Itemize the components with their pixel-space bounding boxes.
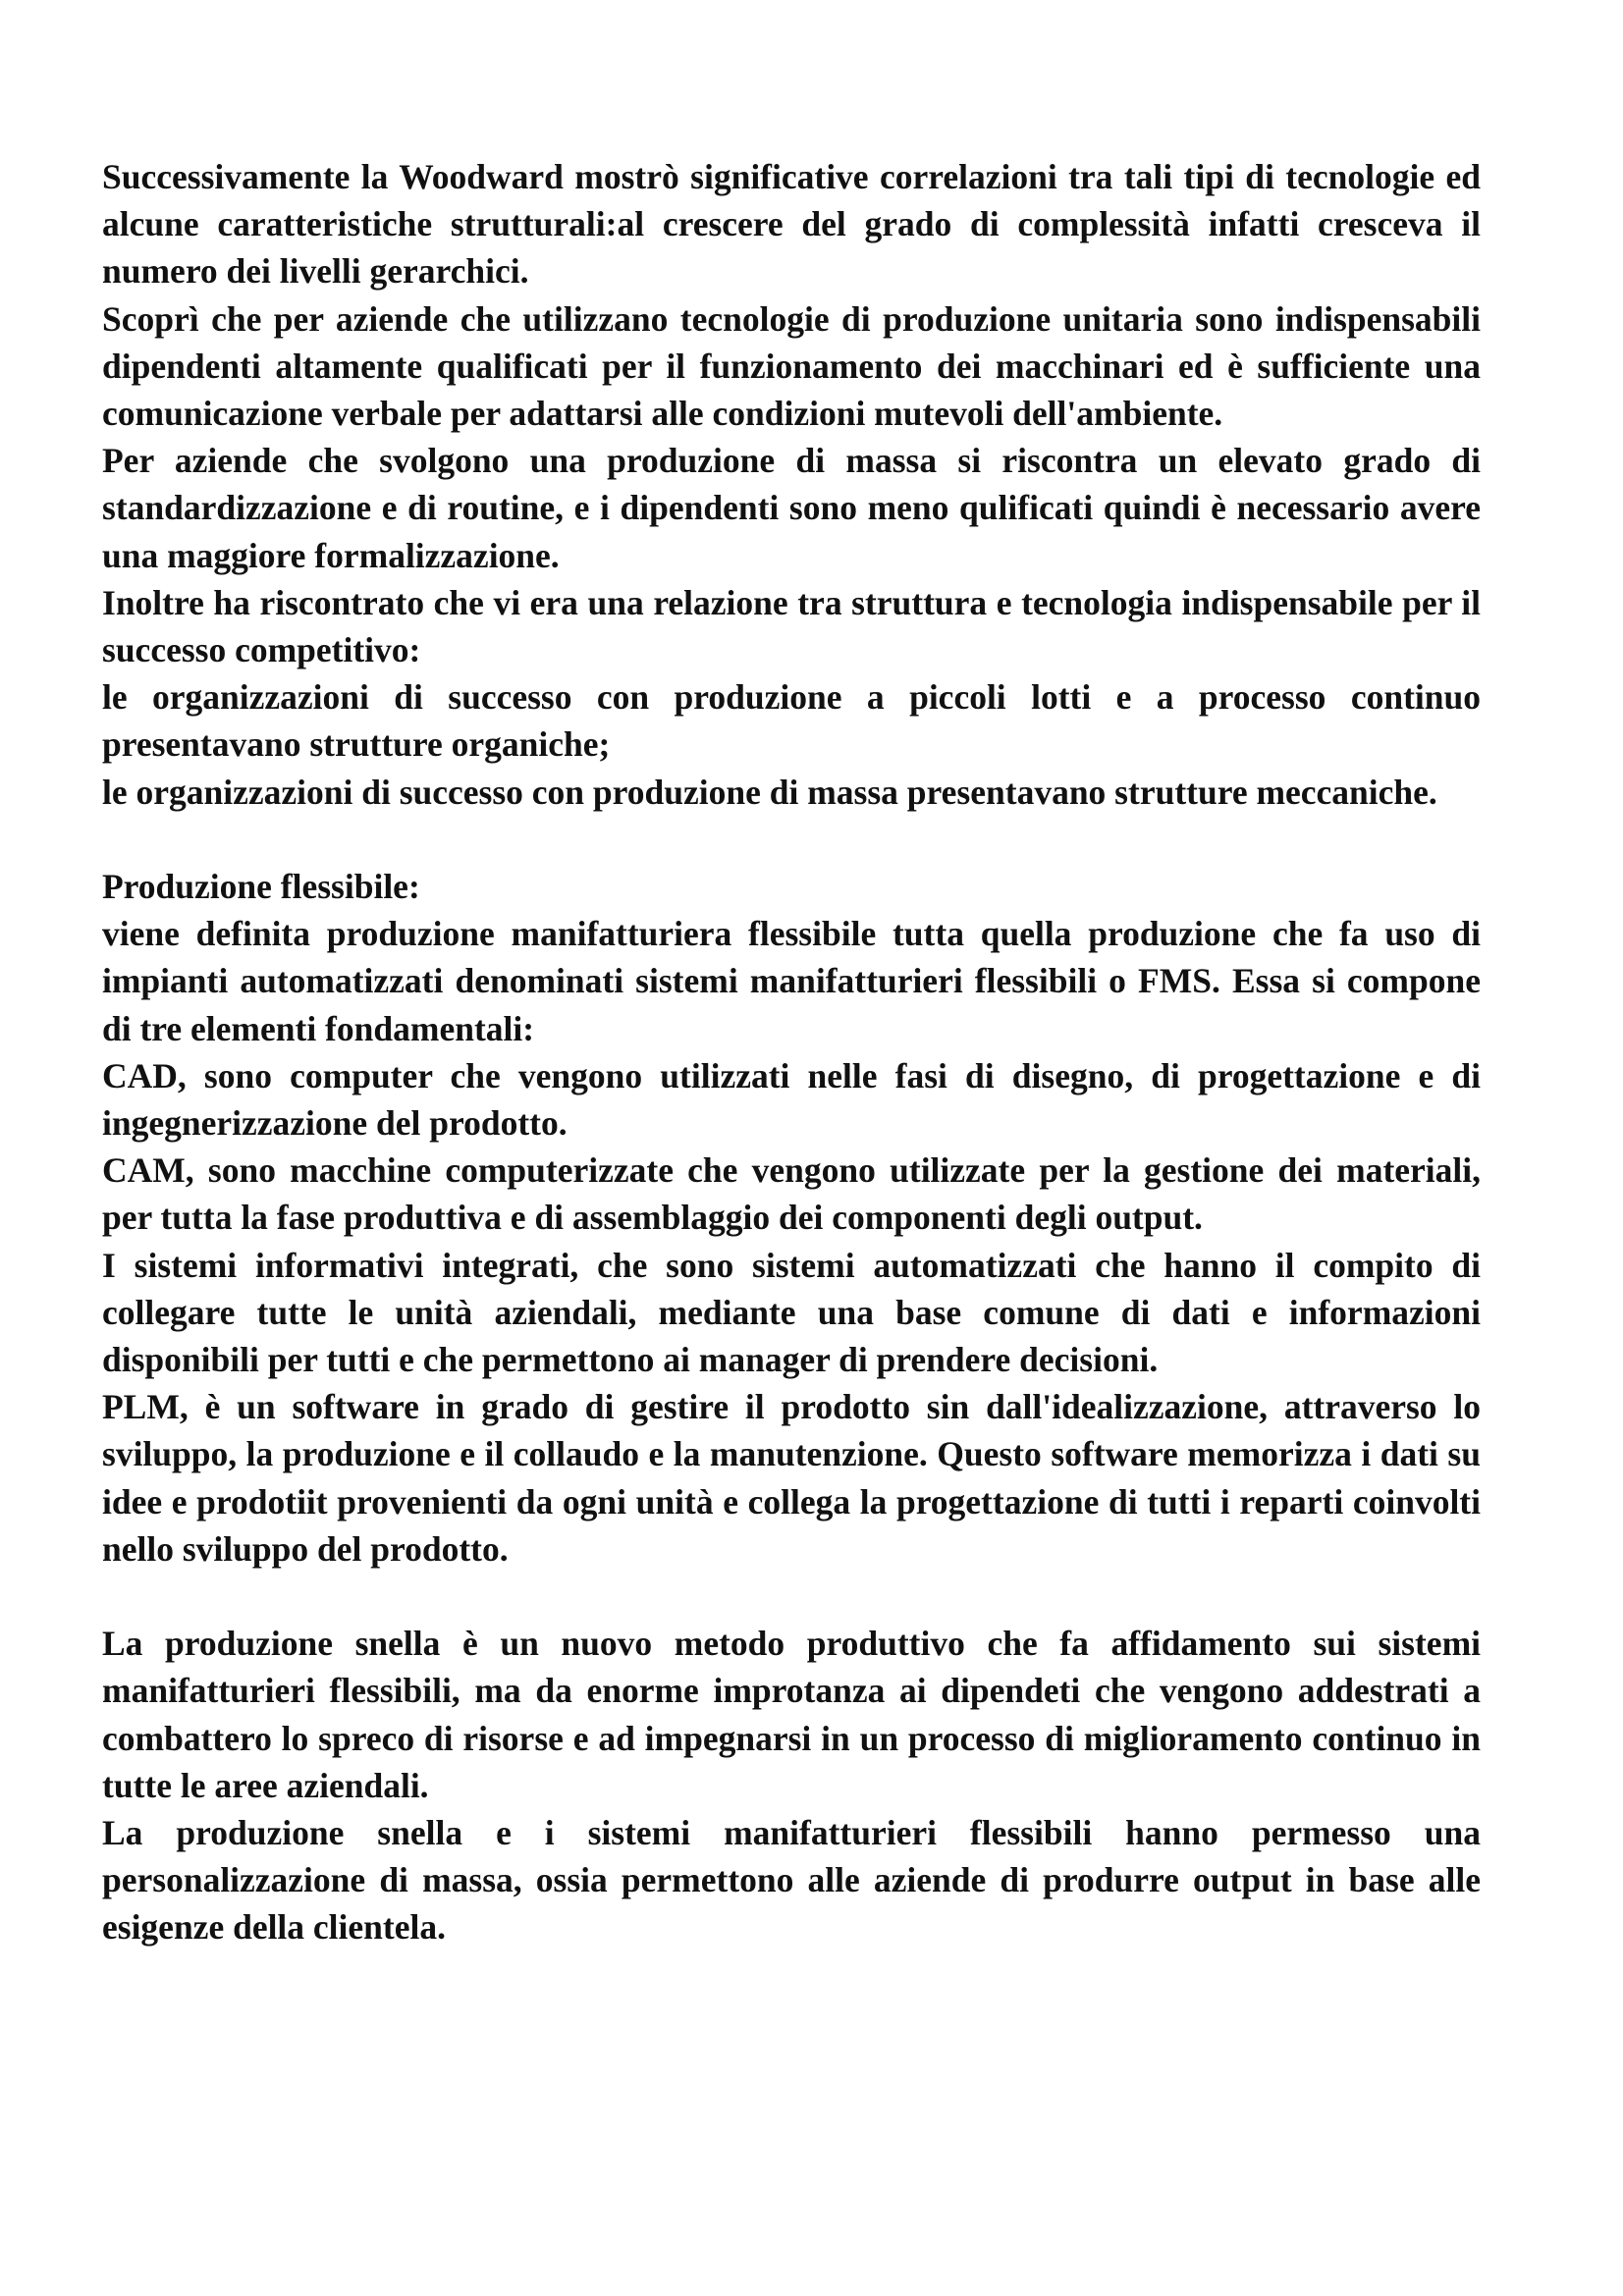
paragraph-cam: CAM, sono macchine computerizzate che vengono utilizzate per la gestione dei materiali, per tutta la fase produttiva e di assemblaggio dei componenti degli output.	[102, 1150, 1481, 1238]
paragraph-mass-customization: La produzione snella e i sistemi manifatturieri flessibili hanno permesso una personalizzazione di massa, ossia permettono alle aziende di produrre output in base alle esigenze della clientela.	[102, 1813, 1481, 1948]
paragraph-integrated-systems: I sistemi informativi integrati, che sono sistemi automatizzati che hanno il compito di collegare tutte le unità aziendali, mediante una base comune di dati e informazioni disponibili per tutti e che permettono ai manager di prendere decisioni.	[102, 1245, 1481, 1380]
paragraph-spacer	[102, 816, 1481, 863]
paragraph-spacer	[102, 1573, 1481, 1620]
document-body	[102, 153, 1481, 1951]
paragraph-organic-structures: le organizzazioni di successo con produzione a piccoli lotti e a processo continuo presentavano strutture organiche;	[102, 677, 1481, 765]
paragraph-lean-production: La produzione snella è un nuovo metodo produttivo che fa affidamento sui sistemi manifatturieri flessibili, ma da enorme improtanza ai dipendeti che vengono addestrati a combattero lo spreco di risorse e ad impegnarsi in un processo di miglioramento continuo in tutte le aree aziendali.	[102, 1624, 1481, 1805]
paragraph-mechanical-structures: le organizzazioni di successo con produzione di massa presentavano strutture meccaniche.	[102, 772, 1437, 812]
section-heading-flexible-production: Produzione flessibile:	[102, 867, 420, 907]
paragraph-cad: CAD, sono computer che vengono utilizzati nelle fasi di disegno, di progettazione e di ingegnerizzazione del prodotto.	[102, 1055, 1481, 1144]
paragraph-mass-production: Per aziende che svolgono una produzione di massa si riscontra un elevato grado di standardizzazione e di routine, e i dipendenti sono meno qulificati quindi è necessario avere una maggiore formalizzazione.	[102, 441, 1481, 575]
paragraph-structure-technology: Inoltre ha riscontrato che vi era una relazione tra struttura e tecnologia indispensabile per il successo competitivo:	[102, 582, 1481, 670]
paragraph-woodward-correlations: Successivamente la Woodward mostrò significative correlazioni tra tali tipi di tecnologie ed alcune caratteristiche strutturali:al crescere del grado di complessità infatti cresceva il numero dei livelli gerarchici.	[102, 157, 1481, 292]
paragraph-fms-definition: viene definita produzione manifatturiera flessibile tutta quella produzione che fa uso di impianti automatizzati denominati sistemi manifatturieri flessibili o FMS. Essa si compone di tre elementi fondamentali:	[102, 914, 1481, 1048]
paragraph-unit-production: Scoprì che per aziende che utilizzano tecnologie di produzione unitaria sono indispensabili dipendenti altamente qualificati per il funzionamento dei macchinari ed è sufficiente una comunicazione verbale per adattarsi alle condizioni mutevoli dell'ambiente.	[102, 298, 1481, 434]
paragraph-plm: PLM, è un software in grado di gestire il prodotto sin dall'idealizzazione, attraverso lo sviluppo, la produzione e il collaudo e la manutenzione. Questo software memorizza i dati su idee e prodotiit provenienti da ogni unità e collega la progettazione di tutti i reparti coinvolti nello sviluppo del prodotto.	[102, 1387, 1481, 1569]
